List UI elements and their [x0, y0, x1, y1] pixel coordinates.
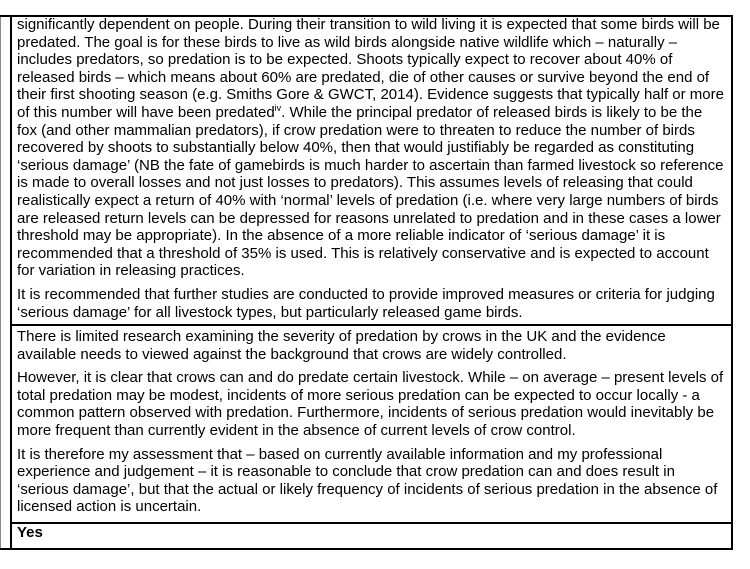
- assessment-conclusion-paragraph-3: [17, 446, 726, 516]
- text-segment: . While the principal predator of released birds is likely to be the fox (and other mammalian predators), if crow predation were to threaten to reduce the number of birds recovered by shoots to substantially below 40%, then that would justifiably be regarded as constituting ‘serious damage’ (NB the fate of gamebirds is much harder to ascertain than farmed livestock so reference is made to overall losses and not just losses to predators). This assumes levels of releasing that could realistically expect a return of 40% with ‘normal’ levels of predation (i.e. where very large numbers of birds are released return levels can be depressed for reasons unrelated to predation and in these cases a lower threshold may be appropriate). In the absence of a more reliable indicator of ‘serious damage’ it is recommended that a threshold of 35% is used. This is relatively conservative and is expected to account for variation in releasing practices.: [17, 103, 724, 280]
- assessment-conclusion-paragraph-1: [17, 328, 726, 363]
- text-segment: It is recommended that further studies are conducted to provide improved measures or criteria for judging ‘serious damage’ for all livestock types, but particularly released game birds.: [17, 285, 715, 321]
- footnote-ref-iv: iv: [274, 102, 282, 113]
- cell-assessment-conclusion: [17, 328, 726, 516]
- assessment-detail-paragraph-1: [17, 16, 726, 280]
- text-segment: It is therefore my assessment that – based on currently available information and my professional experience and judgement – it is reasonable to conclude that crow predation can and does result in ‘serious damage’, but that the actual or likely frequency of incidents of serious predation in the absence of licensed action is uncertain.: [17, 445, 718, 516]
- assessment-detail-paragraph-2: [17, 286, 726, 321]
- assessment-conclusion-paragraph-2: [17, 369, 726, 439]
- cell-assessment-detail: [17, 16, 726, 321]
- row-divider-1: [10, 324, 733, 326]
- text-segment: Yes: [17, 524, 43, 541]
- text-segment: However, it is clear that crows can and do predate certain livestock. While – on average – present levels of total predation may be modest, incidents of more serious predation can be expected to occur locally - a common pattern observed with predation. Furthermore, incidents of serious predation would inevitably be more frequent than currently evident in the absence of current levels of crow control.: [17, 369, 724, 439]
- text-segment: There is limited research examining the severity of predation by crows in the UK and the evidence available needs to viewed against the background that crows are widely controlled.: [17, 328, 666, 363]
- table-border-bottom: [0, 548, 733, 550]
- left-page-edge-line: [0, 15, 1, 550]
- cell-answer: [17, 524, 726, 542]
- table-border-left: [10, 15, 12, 550]
- table-border-right: [731, 15, 733, 550]
- text-segment: significantly dependent on people. During their transition to wild living it is expected that some birds will be predated. The goal is for these birds to live as wild birds alongside native wildlife which – naturally – includes predators, so predation is to be expected. Shoots typically expect to recover about 40% of released birds – which means about 60% are predated, die of other causes or survive beyond the end of their first shooting season (e.g. Smiths Gore & GWCT, 2014). Evidence suggests that typically half or more of this number will have been predated: [17, 16, 724, 121]
- answer-paragraph-1: [17, 524, 726, 542]
